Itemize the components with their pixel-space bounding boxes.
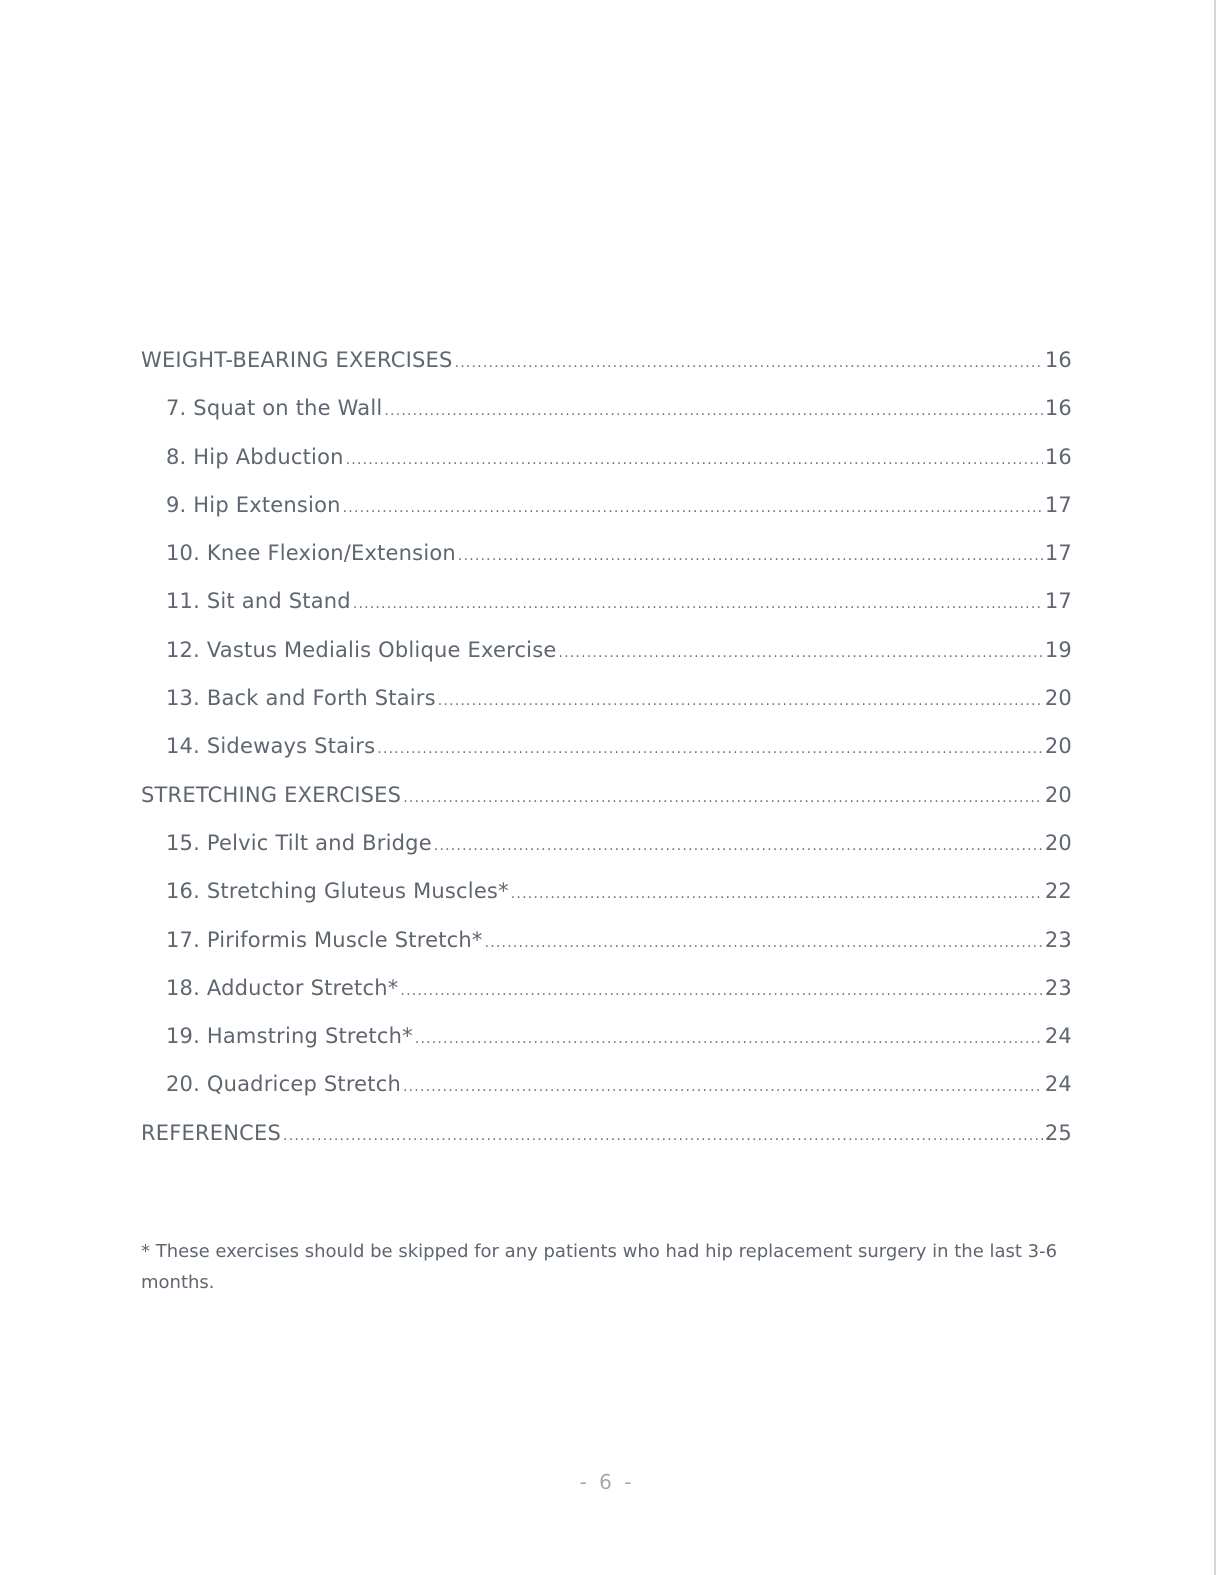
toc-entry-page: 24 bbox=[1044, 1024, 1072, 1049]
toc-entry-label: 18. Adductor Stretch* bbox=[166, 975, 399, 1000]
toc-entry-page: 23 bbox=[1044, 927, 1072, 952]
dot-leader bbox=[403, 1079, 1043, 1095]
toc-entry-label: 8. Hip Abduction bbox=[166, 444, 344, 469]
toc-entry-page: 23 bbox=[1044, 975, 1072, 1000]
dot-leader bbox=[438, 693, 1043, 709]
toc-item[interactable] bbox=[141, 928, 1072, 976]
toc-entry-label: 17. Piriformis Muscle Stretch* bbox=[166, 927, 483, 952]
toc-entry-label: STRETCHING EXERCISES bbox=[141, 782, 402, 807]
toc-section-stretching[interactable] bbox=[141, 783, 1072, 831]
toc-entry-page: 17 bbox=[1044, 589, 1072, 614]
toc-entry-page: 24 bbox=[1044, 1072, 1072, 1097]
dot-leader bbox=[558, 645, 1042, 661]
footnote: * These exercises should be skipped for any patients who had hip replacement surgery in the last 3-6 months. bbox=[141, 1241, 1058, 1293]
dot-leader bbox=[384, 403, 1042, 419]
dot-leader bbox=[511, 886, 1043, 902]
dot-leader bbox=[377, 741, 1043, 757]
toc-entry-page: 20 bbox=[1044, 734, 1072, 759]
toc-item[interactable] bbox=[141, 976, 1072, 1024]
toc-item[interactable] bbox=[141, 589, 1072, 637]
dot-leader bbox=[283, 1128, 1043, 1144]
toc-item[interactable] bbox=[141, 1072, 1072, 1120]
dot-leader bbox=[455, 355, 1043, 371]
toc-entry-label: 13. Back and Forth Stairs bbox=[166, 686, 436, 711]
toc-entry-label: 7. Squat on the Wall bbox=[166, 396, 383, 421]
toc-entry-label: REFERENCES bbox=[141, 1120, 282, 1145]
toc-section-references[interactable] bbox=[141, 1121, 1072, 1169]
toc-item[interactable] bbox=[141, 396, 1072, 444]
page-number: - 6 - bbox=[579, 1470, 635, 1494]
dot-leader bbox=[400, 983, 1042, 999]
dot-leader bbox=[434, 838, 1043, 854]
dot-leader bbox=[485, 935, 1043, 951]
toc-item[interactable] bbox=[141, 1024, 1072, 1072]
table-of-contents bbox=[141, 348, 1072, 1169]
toc-entry-page: 19 bbox=[1044, 637, 1072, 662]
toc-item[interactable] bbox=[141, 734, 1072, 782]
toc-entry-page: 20 bbox=[1044, 782, 1072, 807]
dot-leader bbox=[415, 1031, 1043, 1047]
toc-entry-label: WEIGHT-BEARING EXERCISES bbox=[141, 348, 453, 372]
toc-entry-page: 16 bbox=[1044, 444, 1072, 469]
toc-section-weight-bearing[interactable] bbox=[141, 348, 1072, 396]
toc-entry-label: 20. Quadricep Stretch bbox=[166, 1072, 401, 1097]
toc-entry-page: 20 bbox=[1044, 830, 1072, 855]
toc-entry-label: 19. Hamstring Stretch* bbox=[166, 1024, 413, 1049]
toc-entry-page: 22 bbox=[1044, 879, 1072, 904]
toc-entry-label: 14. Sideways Stairs bbox=[166, 734, 376, 759]
toc-entry-label: 9. Hip Extension bbox=[166, 492, 341, 517]
dot-leader bbox=[403, 790, 1043, 806]
toc-entry-page: 20 bbox=[1044, 686, 1072, 711]
toc-item[interactable] bbox=[141, 686, 1072, 734]
toc-item[interactable] bbox=[141, 638, 1072, 686]
toc-entry-label: 11. Sit and Stand bbox=[166, 589, 351, 614]
toc-item[interactable] bbox=[141, 831, 1072, 879]
toc-entry-label: 16. Stretching Gluteus Muscles* bbox=[166, 879, 509, 904]
dot-leader bbox=[346, 452, 1043, 468]
toc-entry-label: 15. Pelvic Tilt and Bridge bbox=[166, 830, 432, 855]
toc-item[interactable] bbox=[141, 445, 1072, 493]
toc-entry-page: 16 bbox=[1044, 348, 1072, 372]
toc-item[interactable] bbox=[141, 879, 1072, 927]
dot-leader bbox=[343, 500, 1043, 516]
dot-leader bbox=[458, 548, 1043, 564]
toc-entry-page: 17 bbox=[1044, 541, 1072, 566]
toc-entry-page: 16 bbox=[1044, 396, 1072, 421]
dot-leader bbox=[353, 596, 1043, 612]
toc-entry-page: 17 bbox=[1044, 492, 1072, 517]
toc-entry-page: 25 bbox=[1044, 1120, 1072, 1145]
toc-entry-label: 10. Knee Flexion/Extension bbox=[166, 541, 456, 566]
toc-item[interactable] bbox=[141, 493, 1072, 541]
toc-item[interactable] bbox=[141, 541, 1072, 589]
toc-entry-label: 12. Vastus Medialis Oblique Exercise bbox=[166, 637, 557, 662]
